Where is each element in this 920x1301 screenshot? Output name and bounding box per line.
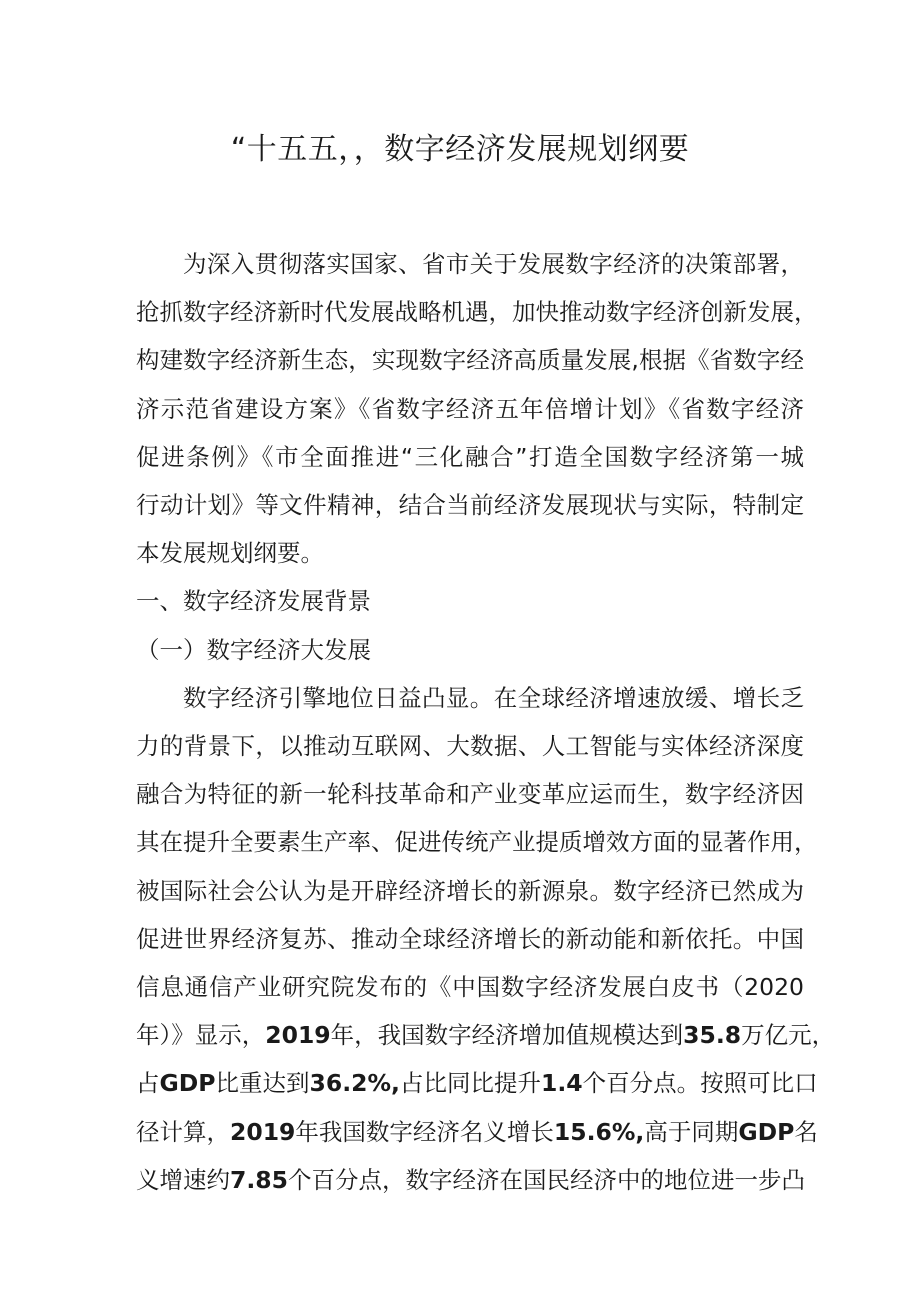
text-run: 义增速约 xyxy=(136,1165,230,1194)
text-line: 信息通信产业研究院发布的《中国数字经济发展白皮书（2020 xyxy=(136,973,804,1002)
text-run: 高于同期 xyxy=(644,1117,739,1146)
text-line: 济示范省建设方案》《省数字经济五年倍增计划》《省数字经济 xyxy=(136,394,804,423)
subsection-heading: （一）数字经济大发展 xyxy=(136,635,371,664)
text-run: 个百分点。按照可比口 xyxy=(582,1069,818,1098)
text-run: 年，我国数字经济增加值规模达到 xyxy=(330,1021,684,1050)
document-body xyxy=(136,240,836,1204)
text-run-bold: 2019 xyxy=(265,1021,331,1050)
body-paragraph xyxy=(136,674,836,1204)
text-line xyxy=(136,1108,818,1156)
text-line: 为深入贯彻落实国家、省市关于发展数字经济的决策部署， xyxy=(183,250,804,278)
text-run-bold: 1.4 xyxy=(541,1069,583,1098)
text-line: 其在提升全要素生产率、促进传统产业提质增效方面的显著作用， xyxy=(136,828,818,857)
text-line: 构建数字经济新生态，实现数字经济高质量发展,根据《省数字经 xyxy=(136,346,804,375)
section-heading: 一、数字经济发展背景 xyxy=(136,587,371,616)
text-run: 比重达到 xyxy=(215,1069,310,1098)
text-line: 数字经济引擎地位日益凸显。在全球经济增速放缓、增长乏 xyxy=(183,683,804,712)
text-line: 促进世界经济复苏、推动全球经济增长的新动能和新依托。中国 xyxy=(136,924,804,953)
text-run: 占比同比提升 xyxy=(400,1069,541,1098)
text-line: 促进条例》《市全面推进“三化融合”打造全国数字经济第一城 xyxy=(136,442,804,471)
text-line xyxy=(136,1059,818,1107)
text-line: 行动计划》等文件精神，结合当前经济发展现状与实际，特制定 xyxy=(136,491,804,520)
text-run-bold: 15.6%, xyxy=(553,1117,645,1146)
text-line: 本发展规划纲要。 xyxy=(136,539,324,568)
document-title: “十五五，，数字经济发展规划纲要 xyxy=(230,132,690,167)
text-run: 万亿元， xyxy=(741,1021,836,1050)
text-run: 占 xyxy=(136,1069,160,1098)
text-line: 抢抓数字经济新时代发展战略机遇，加快推动数字经济创新发展， xyxy=(136,298,818,327)
text-run: 个百分点，数字经济在国民经济中的地位进一步凸 xyxy=(287,1165,805,1194)
text-run-bold: 36.2%, xyxy=(309,1069,400,1098)
text-run-bold: 35.8 xyxy=(683,1021,742,1050)
text-run-bold: GDP xyxy=(159,1069,216,1098)
text-line: 融合为特征的新一轮科技革命和产业变革应运而生，数字经济因 xyxy=(136,780,804,809)
text-line: 力的背景下，以推动互联网、大数据、人工智能与实体经济深度 xyxy=(136,732,804,761)
text-line xyxy=(136,1011,836,1059)
text-line xyxy=(136,1156,804,1204)
text-line: 被国际社会公认为是开辟经济增长的新源泉。数字经济已然成为 xyxy=(136,876,804,905)
text-run: 名 xyxy=(794,1117,818,1146)
intro-paragraph xyxy=(136,240,818,577)
text-run-bold: GDP xyxy=(738,1117,795,1146)
text-run: 年）》显示， xyxy=(136,1021,266,1050)
text-run-bold: 2019 xyxy=(230,1117,296,1146)
text-run: 年我国数字经济名义增长 xyxy=(295,1117,554,1146)
text-run-bold: 7.85 xyxy=(230,1165,288,1194)
text-run: 径计算， xyxy=(136,1117,230,1146)
